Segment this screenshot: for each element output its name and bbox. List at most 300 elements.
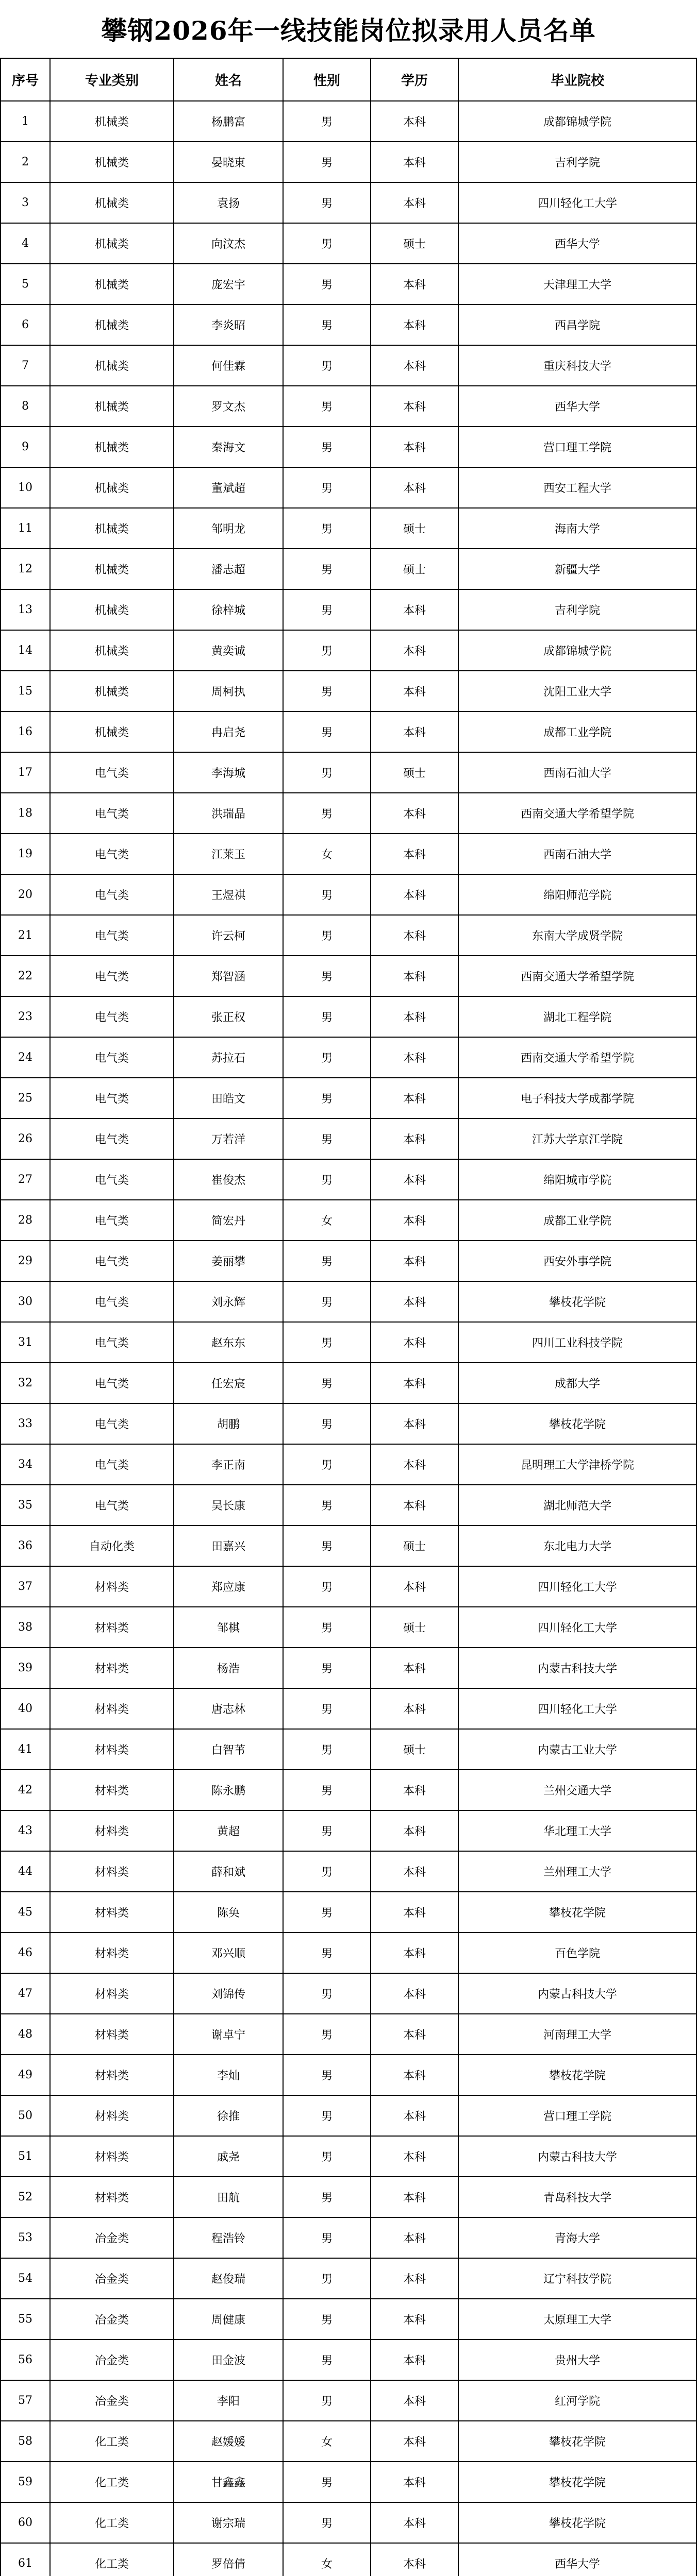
cell-education: 本科 bbox=[371, 1159, 458, 1200]
cell-serial: 27 bbox=[1, 1159, 50, 1200]
table-row bbox=[1, 1810, 696, 1851]
cell-serial: 18 bbox=[1, 793, 50, 834]
cell-serial: 29 bbox=[1, 1241, 50, 1281]
cell-major: 电气类 bbox=[50, 1200, 174, 1241]
cell-serial: 22 bbox=[1, 956, 50, 996]
cell-major: 电气类 bbox=[50, 996, 174, 1037]
cell-school: 内蒙古科技大学 bbox=[458, 1648, 696, 1688]
cell-serial: 10 bbox=[1, 467, 50, 508]
cell-education: 本科 bbox=[371, 427, 458, 467]
table-row bbox=[1, 874, 696, 915]
cell-gender: 男 bbox=[283, 1892, 371, 1933]
cell-education: 本科 bbox=[371, 1485, 458, 1526]
cell-major: 电气类 bbox=[50, 1403, 174, 1444]
cell-serial: 45 bbox=[1, 1892, 50, 1933]
cell-name: 潘志超 bbox=[174, 549, 283, 589]
cell-name: 向汶杰 bbox=[174, 223, 283, 264]
cell-education: 本科 bbox=[371, 630, 458, 671]
cell-school: 东北电力大学 bbox=[458, 1526, 696, 1566]
table-row bbox=[1, 1729, 696, 1770]
cell-name: 田皓文 bbox=[174, 1078, 283, 1118]
cell-serial: 26 bbox=[1, 1118, 50, 1159]
cell-serial: 37 bbox=[1, 1566, 50, 1607]
table-row bbox=[1, 2095, 696, 2136]
cell-name: 简宏丹 bbox=[174, 1200, 283, 1241]
table-row bbox=[1, 2055, 696, 2095]
cell-name: 唐志林 bbox=[174, 1688, 283, 1729]
cell-education: 本科 bbox=[371, 589, 458, 630]
cell-major: 机械类 bbox=[50, 671, 174, 711]
cell-name: 许云柯 bbox=[174, 915, 283, 956]
table-row bbox=[1, 671, 696, 711]
cell-education: 本科 bbox=[371, 2217, 458, 2258]
cell-gender: 男 bbox=[283, 2380, 371, 2421]
cell-major: 材料类 bbox=[50, 2136, 174, 2177]
cell-serial: 4 bbox=[1, 223, 50, 264]
table-row bbox=[1, 264, 696, 304]
cell-serial: 1 bbox=[1, 101, 50, 142]
cell-name: 邓兴顺 bbox=[174, 1933, 283, 1973]
cell-education: 本科 bbox=[371, 2421, 458, 2462]
cell-education: 本科 bbox=[371, 467, 458, 508]
table-row bbox=[1, 2340, 696, 2380]
cell-education: 本科 bbox=[371, 1892, 458, 1933]
cell-name: 赵媛媛 bbox=[174, 2421, 283, 2462]
cell-gender: 男 bbox=[283, 1322, 371, 1363]
cell-education: 本科 bbox=[371, 834, 458, 874]
cell-gender: 男 bbox=[283, 1037, 371, 1078]
cell-school: 四川轻化工大学 bbox=[458, 1607, 696, 1648]
cell-education: 本科 bbox=[371, 304, 458, 345]
cell-school: 内蒙古科技大学 bbox=[458, 2136, 696, 2177]
cell-major: 材料类 bbox=[50, 2177, 174, 2217]
cell-gender: 男 bbox=[283, 874, 371, 915]
cell-name: 白智苇 bbox=[174, 1729, 283, 1770]
cell-gender: 男 bbox=[283, 2014, 371, 2055]
cell-gender: 女 bbox=[283, 2421, 371, 2462]
cell-name: 任宏宸 bbox=[174, 1363, 283, 1403]
cell-serial: 5 bbox=[1, 264, 50, 304]
cell-school: 华北理工大学 bbox=[458, 1810, 696, 1851]
cell-name: 杨浩 bbox=[174, 1648, 283, 1688]
cell-school: 电子科技大学成都学院 bbox=[458, 1078, 696, 1118]
cell-education: 本科 bbox=[371, 915, 458, 956]
cell-education: 本科 bbox=[371, 711, 458, 752]
cell-gender: 男 bbox=[283, 2095, 371, 2136]
cell-gender: 男 bbox=[283, 386, 371, 427]
cell-name: 邹明龙 bbox=[174, 508, 283, 549]
cell-major: 机械类 bbox=[50, 386, 174, 427]
cell-gender: 男 bbox=[283, 1770, 371, 1810]
cell-gender: 男 bbox=[283, 1729, 371, 1770]
cell-major: 电气类 bbox=[50, 1118, 174, 1159]
cell-school: 重庆科技大学 bbox=[458, 345, 696, 386]
cell-gender: 男 bbox=[283, 467, 371, 508]
table-row bbox=[1, 223, 696, 264]
cell-name: 陈永鹏 bbox=[174, 1770, 283, 1810]
cell-name: 晏晓東 bbox=[174, 142, 283, 182]
cell-school: 攀枝花学院 bbox=[458, 1892, 696, 1933]
cell-school: 绵阳师范学院 bbox=[458, 874, 696, 915]
cell-serial: 46 bbox=[1, 1933, 50, 1973]
cell-education: 本科 bbox=[371, 101, 458, 142]
cell-name: 冉启尧 bbox=[174, 711, 283, 752]
header-name: 姓名 bbox=[174, 58, 283, 101]
table-row bbox=[1, 142, 696, 182]
cell-gender: 男 bbox=[283, 1810, 371, 1851]
cell-name: 赵东东 bbox=[174, 1322, 283, 1363]
cell-major: 机械类 bbox=[50, 182, 174, 223]
cell-serial: 3 bbox=[1, 182, 50, 223]
cell-gender: 男 bbox=[283, 1607, 371, 1648]
cell-major: 电气类 bbox=[50, 752, 174, 793]
cell-serial: 51 bbox=[1, 2136, 50, 2177]
cell-education: 硕士 bbox=[371, 223, 458, 264]
table-row bbox=[1, 996, 696, 1037]
cell-education: 硕士 bbox=[371, 1526, 458, 1566]
cell-name: 洪瑞晶 bbox=[174, 793, 283, 834]
cell-school: 吉利学院 bbox=[458, 142, 696, 182]
cell-major: 电气类 bbox=[50, 1078, 174, 1118]
cell-major: 机械类 bbox=[50, 142, 174, 182]
cell-education: 本科 bbox=[371, 1648, 458, 1688]
cell-major: 电气类 bbox=[50, 1322, 174, 1363]
cell-gender: 男 bbox=[283, 182, 371, 223]
cell-major: 机械类 bbox=[50, 589, 174, 630]
cell-name: 庞宏宇 bbox=[174, 264, 283, 304]
cell-serial: 49 bbox=[1, 2055, 50, 2095]
table-row bbox=[1, 1363, 696, 1403]
cell-gender: 男 bbox=[283, 1444, 371, 1485]
cell-serial: 7 bbox=[1, 345, 50, 386]
cell-name: 秦海文 bbox=[174, 427, 283, 467]
cell-gender: 男 bbox=[283, 1363, 371, 1403]
cell-school: 成都大学 bbox=[458, 1363, 696, 1403]
cell-education: 本科 bbox=[371, 1200, 458, 1241]
cell-name: 吴长康 bbox=[174, 1485, 283, 1526]
cell-school: 青岛科技大学 bbox=[458, 2177, 696, 2217]
cell-school: 东南大学成贤学院 bbox=[458, 915, 696, 956]
cell-education: 本科 bbox=[371, 1933, 458, 1973]
cell-major: 电气类 bbox=[50, 834, 174, 874]
cell-serial: 15 bbox=[1, 671, 50, 711]
table-row bbox=[1, 1403, 696, 1444]
cell-school: 昆明理工大学津桥学院 bbox=[458, 1444, 696, 1485]
cell-education: 硕士 bbox=[371, 1607, 458, 1648]
cell-school: 西安外事学院 bbox=[458, 1241, 696, 1281]
cell-serial: 23 bbox=[1, 996, 50, 1037]
table-row bbox=[1, 2217, 696, 2258]
cell-school: 西安工程大学 bbox=[458, 467, 696, 508]
cell-gender: 男 bbox=[283, 711, 371, 752]
cell-education: 本科 bbox=[371, 2462, 458, 2502]
cell-major: 冶金类 bbox=[50, 2217, 174, 2258]
cell-school: 攀枝花学院 bbox=[458, 1403, 696, 1444]
cell-major: 机械类 bbox=[50, 223, 174, 264]
cell-education: 本科 bbox=[371, 2014, 458, 2055]
table-row bbox=[1, 549, 696, 589]
cell-name: 李海城 bbox=[174, 752, 283, 793]
cell-school: 新疆大学 bbox=[458, 549, 696, 589]
cell-major: 材料类 bbox=[50, 1566, 174, 1607]
cell-education: 硕士 bbox=[371, 549, 458, 589]
cell-serial: 30 bbox=[1, 1281, 50, 1322]
cell-gender: 男 bbox=[283, 2462, 371, 2502]
cell-education: 硕士 bbox=[371, 1729, 458, 1770]
cell-major: 机械类 bbox=[50, 508, 174, 549]
cell-name: 谢宗瑞 bbox=[174, 2502, 283, 2543]
table-row bbox=[1, 2014, 696, 2055]
table-row bbox=[1, 182, 696, 223]
cell-gender: 男 bbox=[283, 2299, 371, 2340]
cell-major: 机械类 bbox=[50, 427, 174, 467]
cell-education: 本科 bbox=[371, 1770, 458, 1810]
cell-gender: 男 bbox=[283, 1485, 371, 1526]
cell-school: 四川轻化工大学 bbox=[458, 1688, 696, 1729]
cell-name: 杨鹏富 bbox=[174, 101, 283, 142]
cell-school: 西华大学 bbox=[458, 223, 696, 264]
cell-name: 薛和斌 bbox=[174, 1851, 283, 1892]
cell-serial: 43 bbox=[1, 1810, 50, 1851]
cell-major: 机械类 bbox=[50, 264, 174, 304]
cell-gender: 男 bbox=[283, 508, 371, 549]
table-row bbox=[1, 752, 696, 793]
header-serial: 序号 bbox=[1, 58, 50, 101]
table-row bbox=[1, 2502, 696, 2543]
cell-school: 成都锦城学院 bbox=[458, 630, 696, 671]
cell-school: 天津理工大学 bbox=[458, 264, 696, 304]
cell-serial: 34 bbox=[1, 1444, 50, 1485]
cell-serial: 55 bbox=[1, 2299, 50, 2340]
table-row bbox=[1, 1200, 696, 1241]
table-row bbox=[1, 2136, 696, 2177]
cell-name: 刘锦传 bbox=[174, 1973, 283, 2014]
cell-serial: 19 bbox=[1, 834, 50, 874]
cell-school: 成都锦城学院 bbox=[458, 101, 696, 142]
table-row bbox=[1, 304, 696, 345]
cell-name: 李灿 bbox=[174, 2055, 283, 2095]
cell-education: 本科 bbox=[371, 2340, 458, 2380]
cell-name: 戚尧 bbox=[174, 2136, 283, 2177]
cell-major: 电气类 bbox=[50, 793, 174, 834]
cell-education: 本科 bbox=[371, 956, 458, 996]
cell-gender: 男 bbox=[283, 1526, 371, 1566]
cell-school: 辽宁科技学院 bbox=[458, 2258, 696, 2299]
table-row bbox=[1, 2462, 696, 2502]
cell-school: 营口理工学院 bbox=[458, 427, 696, 467]
cell-school: 海南大学 bbox=[458, 508, 696, 549]
header-education: 学历 bbox=[371, 58, 458, 101]
cell-major: 材料类 bbox=[50, 2095, 174, 2136]
table-row bbox=[1, 2299, 696, 2340]
cell-education: 本科 bbox=[371, 2543, 458, 2576]
cell-school: 四川轻化工大学 bbox=[458, 182, 696, 223]
cell-major: 机械类 bbox=[50, 549, 174, 589]
candidate-table bbox=[0, 58, 697, 2576]
cell-serial: 58 bbox=[1, 2421, 50, 2462]
cell-name: 田嘉兴 bbox=[174, 1526, 283, 1566]
cell-gender: 男 bbox=[283, 101, 371, 142]
cell-education: 本科 bbox=[371, 996, 458, 1037]
cell-serial: 6 bbox=[1, 304, 50, 345]
cell-gender: 男 bbox=[283, 2217, 371, 2258]
cell-gender: 男 bbox=[283, 2055, 371, 2095]
table-row bbox=[1, 467, 696, 508]
cell-major: 电气类 bbox=[50, 1159, 174, 1200]
cell-major: 材料类 bbox=[50, 2055, 174, 2095]
cell-major: 电气类 bbox=[50, 1444, 174, 1485]
cell-serial: 16 bbox=[1, 711, 50, 752]
cell-school: 绵阳城市学院 bbox=[458, 1159, 696, 1200]
cell-gender: 男 bbox=[283, 304, 371, 345]
cell-name: 袁扬 bbox=[174, 182, 283, 223]
cell-gender: 男 bbox=[283, 1078, 371, 1118]
cell-major: 化工类 bbox=[50, 2543, 174, 2576]
cell-serial: 24 bbox=[1, 1037, 50, 1078]
cell-education: 本科 bbox=[371, 1118, 458, 1159]
cell-name: 徐推 bbox=[174, 2095, 283, 2136]
cell-major: 冶金类 bbox=[50, 2340, 174, 2380]
cell-serial: 61 bbox=[1, 2543, 50, 2576]
cell-name: 陈奂 bbox=[174, 1892, 283, 1933]
page-title: 攀钢2026年一线技能岗位拟录用人员名单 bbox=[101, 15, 596, 46]
cell-education: 本科 bbox=[371, 2380, 458, 2421]
header-gender: 性别 bbox=[283, 58, 371, 101]
cell-name: 罗倍倩 bbox=[174, 2543, 283, 2576]
cell-school: 攀枝花学院 bbox=[458, 2421, 696, 2462]
cell-gender: 男 bbox=[283, 1851, 371, 1892]
cell-name: 姜丽攀 bbox=[174, 1241, 283, 1281]
cell-name: 郑智涵 bbox=[174, 956, 283, 996]
cell-school: 河南理工大学 bbox=[458, 2014, 696, 2055]
cell-gender: 男 bbox=[283, 996, 371, 1037]
cell-serial: 21 bbox=[1, 915, 50, 956]
cell-education: 本科 bbox=[371, 264, 458, 304]
cell-name: 王煜祺 bbox=[174, 874, 283, 915]
cell-gender: 男 bbox=[283, 142, 371, 182]
cell-major: 机械类 bbox=[50, 304, 174, 345]
table-row bbox=[1, 1485, 696, 1526]
cell-major: 机械类 bbox=[50, 467, 174, 508]
cell-school: 红河学院 bbox=[458, 2380, 696, 2421]
cell-school: 江苏大学京江学院 bbox=[458, 1118, 696, 1159]
cell-gender: 男 bbox=[283, 2177, 371, 2217]
table-row bbox=[1, 1973, 696, 2014]
table-row bbox=[1, 834, 696, 874]
cell-serial: 48 bbox=[1, 2014, 50, 2055]
cell-gender: 男 bbox=[283, 345, 371, 386]
cell-education: 硕士 bbox=[371, 752, 458, 793]
cell-major: 材料类 bbox=[50, 1851, 174, 1892]
cell-major: 材料类 bbox=[50, 1729, 174, 1770]
cell-major: 材料类 bbox=[50, 1892, 174, 1933]
cell-gender: 男 bbox=[283, 956, 371, 996]
table-row bbox=[1, 1607, 696, 1648]
header-school: 毕业院校 bbox=[458, 58, 696, 101]
cell-school: 内蒙古科技大学 bbox=[458, 1973, 696, 2014]
cell-school: 内蒙古工业大学 bbox=[458, 1729, 696, 1770]
table-row bbox=[1, 915, 696, 956]
table-row bbox=[1, 1770, 696, 1810]
table-row bbox=[1, 793, 696, 834]
cell-major: 冶金类 bbox=[50, 2299, 174, 2340]
cell-education: 本科 bbox=[371, 793, 458, 834]
table-row bbox=[1, 1241, 696, 1281]
table-row bbox=[1, 1281, 696, 1322]
cell-gender: 男 bbox=[283, 1118, 371, 1159]
cell-school: 西南交通大学希望学院 bbox=[458, 956, 696, 996]
table-row bbox=[1, 101, 696, 142]
cell-major: 材料类 bbox=[50, 1973, 174, 2014]
cell-name: 董斌超 bbox=[174, 467, 283, 508]
cell-gender: 男 bbox=[283, 2340, 371, 2380]
cell-school: 西南石油大学 bbox=[458, 834, 696, 874]
cell-school: 西南石油大学 bbox=[458, 752, 696, 793]
cell-serial: 60 bbox=[1, 2502, 50, 2543]
cell-major: 化工类 bbox=[50, 2421, 174, 2462]
cell-name: 徐梓城 bbox=[174, 589, 283, 630]
cell-education: 本科 bbox=[371, 1851, 458, 1892]
table-row bbox=[1, 589, 696, 630]
cell-gender: 男 bbox=[283, 589, 371, 630]
cell-education: 本科 bbox=[371, 386, 458, 427]
cell-gender: 男 bbox=[283, 2502, 371, 2543]
cell-name: 黄超 bbox=[174, 1810, 283, 1851]
cell-school: 攀枝花学院 bbox=[458, 2462, 696, 2502]
cell-serial: 39 bbox=[1, 1648, 50, 1688]
cell-gender: 男 bbox=[283, 2136, 371, 2177]
table-row bbox=[1, 2380, 696, 2421]
cell-name: 李阳 bbox=[174, 2380, 283, 2421]
cell-education: 本科 bbox=[371, 1810, 458, 1851]
cell-serial: 25 bbox=[1, 1078, 50, 1118]
cell-gender: 男 bbox=[283, 752, 371, 793]
cell-education: 本科 bbox=[371, 1444, 458, 1485]
cell-gender: 男 bbox=[283, 671, 371, 711]
cell-education: 本科 bbox=[371, 1973, 458, 2014]
cell-gender: 男 bbox=[283, 549, 371, 589]
cell-major: 电气类 bbox=[50, 1037, 174, 1078]
cell-serial: 28 bbox=[1, 1200, 50, 1241]
cell-serial: 41 bbox=[1, 1729, 50, 1770]
cell-major: 冶金类 bbox=[50, 2380, 174, 2421]
cell-major: 材料类 bbox=[50, 1688, 174, 1729]
cell-serial: 54 bbox=[1, 2258, 50, 2299]
cell-major: 机械类 bbox=[50, 630, 174, 671]
cell-serial: 36 bbox=[1, 1526, 50, 1566]
cell-school: 成都工业学院 bbox=[458, 711, 696, 752]
cell-school: 湖北工程学院 bbox=[458, 996, 696, 1037]
table-row bbox=[1, 1322, 696, 1363]
cell-name: 万若洋 bbox=[174, 1118, 283, 1159]
cell-education: 本科 bbox=[371, 1322, 458, 1363]
cell-major: 材料类 bbox=[50, 1770, 174, 1810]
cell-serial: 2 bbox=[1, 142, 50, 182]
cell-gender: 男 bbox=[283, 1933, 371, 1973]
cell-education: 本科 bbox=[371, 1281, 458, 1322]
cell-education: 本科 bbox=[371, 345, 458, 386]
cell-name: 罗文杰 bbox=[174, 386, 283, 427]
cell-school: 吉利学院 bbox=[458, 589, 696, 630]
cell-major: 化工类 bbox=[50, 2502, 174, 2543]
cell-major: 电气类 bbox=[50, 956, 174, 996]
cell-gender: 男 bbox=[283, 1688, 371, 1729]
cell-gender: 男 bbox=[283, 1566, 371, 1607]
cell-school: 太原理工大学 bbox=[458, 2299, 696, 2340]
cell-serial: 32 bbox=[1, 1363, 50, 1403]
cell-serial: 42 bbox=[1, 1770, 50, 1810]
cell-school: 四川轻化工大学 bbox=[458, 1566, 696, 1607]
